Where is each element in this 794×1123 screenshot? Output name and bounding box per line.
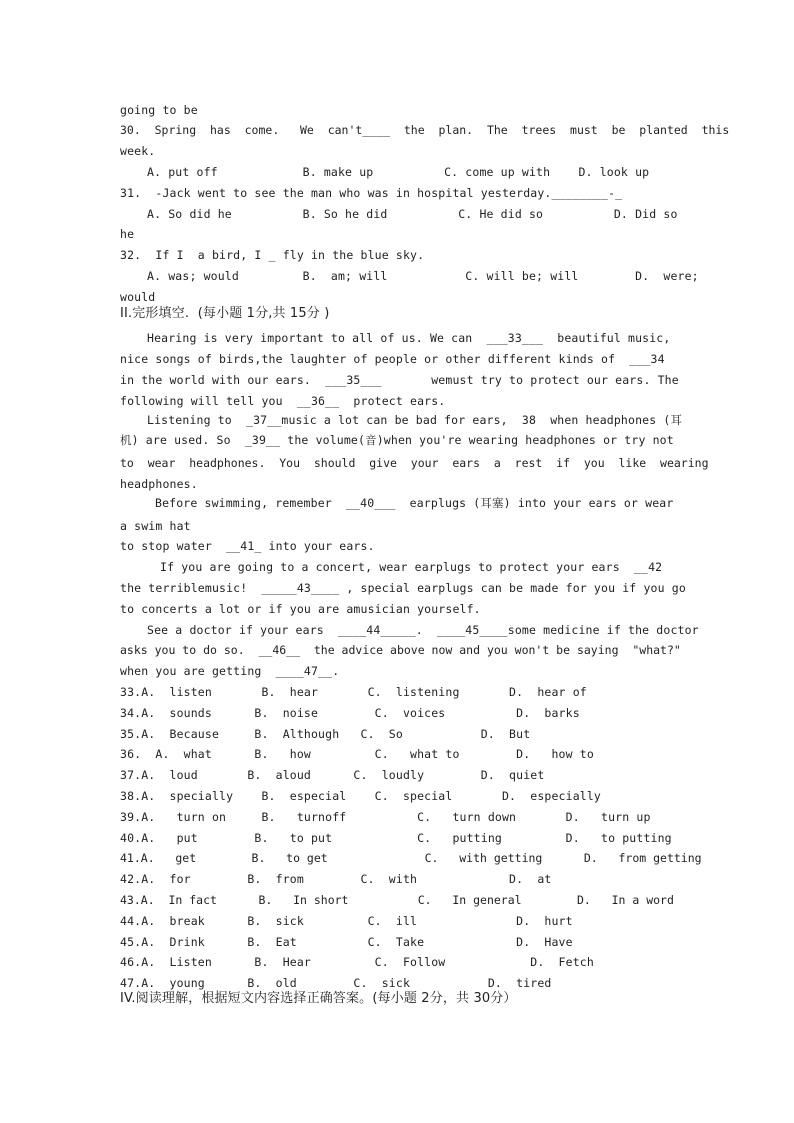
question-30-options: A. put off B. make up C. come up with D. look up <box>147 165 650 179</box>
passage-line: asks you to do so. __46__ the advice above now and you won't be saying "what?" <box>120 643 681 657</box>
answer-options-41: 41.A. get B. to get C. with getting D. from getting <box>120 851 702 865</box>
answer-options-38: 38.A. specially B. especial C. special D. especially <box>120 789 602 803</box>
answer-options-46: 46.A. Listen B. Hear C. Follow D. Fetch <box>120 955 594 969</box>
answer-options-47: 47.A. young B. old C. sick D. tired <box>120 976 552 990</box>
passage-line: to concerts a lot or if you are amusician yourself. <box>120 602 481 616</box>
question-31-options: A. So did he B. So he did C. He did so D. Did so <box>147 207 678 221</box>
answer-options-35: 35.A. Because B. Although C. So D. But <box>120 727 531 741</box>
passage-line: If you are going to a concert, wear earplugs to protect your ears __42 <box>160 560 663 574</box>
text-line: week. <box>120 144 156 158</box>
text-line: would <box>120 290 156 304</box>
section-heading-cloze: II.完形填空. (每小题 1分,共 15分 ) <box>120 306 330 321</box>
answer-options-33: 33.A. listen B. hear C. listening D. hear of <box>120 685 587 699</box>
passage-line: Before swimming, remember __40___ earplugs (耳塞) into your ears or wear <box>155 496 674 510</box>
answer-options-40: 40.A. put B. to put C. putting D. to putting <box>120 831 672 845</box>
section-heading-reading: IV.阅读理解，根据短文内容选择正确答案。(每小题 2分，共 30分） <box>120 991 517 1006</box>
text-line: going to be <box>120 103 198 117</box>
passage-line: Listening to _37__music a lot can be bad for ears, 38 when headphones (耳 <box>147 413 683 427</box>
question-30: 30. Spring has come. We can't____ the plan. The trees must be planted this <box>120 123 730 137</box>
question-32: 32. If I a bird, I _ fly in the blue sky. <box>120 248 425 262</box>
answer-options-37: 37.A. loud B. aloud C. loudly D. quiet <box>120 768 545 782</box>
answer-options-34: 34.A. sounds B. noise C. voices D. barks <box>120 706 580 720</box>
passage-line: the terriblemusic! _____43____ , special earplugs can be made for you if you go <box>120 581 686 595</box>
answer-options-39: 39.A. turn on B. turnoff C. turn down D. turn up <box>120 810 651 824</box>
passage-line: following will tell you __36__ protect ears. <box>120 394 446 408</box>
question-31: 31. -Jack went to see the man who was in hospital yesterday.________-_ <box>120 186 623 200</box>
answer-options-36: 36. A. what B. how C. what to D. how to <box>120 747 594 761</box>
answer-options-44: 44.A. break B. sick C. ill D. hurt <box>120 914 573 928</box>
answer-options-45: 45.A. Drink B. Eat C. Take D. Have <box>120 935 573 949</box>
passage-line: 机) are used. So _39__ the volume(音)when you're wearing headphones or try not <box>120 433 674 447</box>
passage-line: a swim hat <box>120 519 191 533</box>
passage-line: to stop water __41_ into your ears. <box>120 539 375 553</box>
passage-line: when you are getting ____47__. <box>120 664 340 678</box>
passage-line: nice songs of birds,the laughter of people or other different kinds of ___34 <box>120 352 665 366</box>
answer-options-43: 43.A. In fact B. In short C. In general D. In a word <box>120 893 674 907</box>
passage-line: See a doctor if your ears ____44_____. ____45____some medicine if the doctor <box>147 623 699 637</box>
question-32-options: A. was; would B. am; will C. will be; will D. were; <box>147 269 699 283</box>
passage-line: in the world with our ears. ___35___ wemust try to protect our ears. The <box>120 373 679 387</box>
passage-line: headphones. <box>120 477 198 491</box>
answer-options-42: 42.A. for B. from C. with D. at <box>120 872 552 886</box>
passage-line: Hearing is very important to all of us. We can ___33___ beautiful music, <box>147 331 671 345</box>
text-line: he <box>120 227 135 241</box>
passage-line: to wear headphones. You should give your ears a rest if you like wearing <box>120 456 709 470</box>
